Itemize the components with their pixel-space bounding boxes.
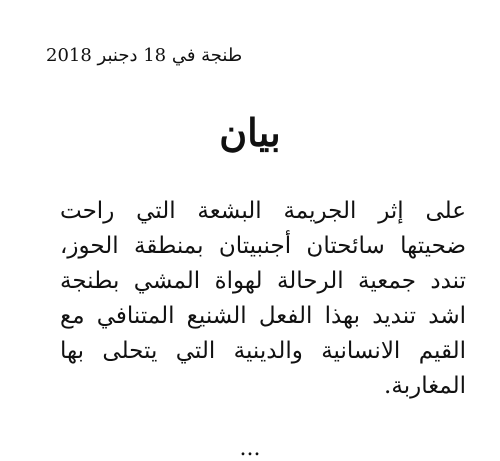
date-line: طنجة في 18 دجنبر 2018: [46, 45, 243, 66]
body-line-4: اشد تنديد بهذا الفعل الشنيع المتنافي مع: [60, 303, 466, 329]
body-line-5: القيم الانسانية والدينية التي يتحلى بها: [60, 338, 466, 364]
body-line-6: المغاربة.: [384, 373, 466, 399]
body-line-3: تندد جمعية الرحالة لهواة المشي بطنجة: [60, 268, 466, 294]
body-line-1: على إثر الجريمة البشعة التي راحت: [60, 198, 466, 224]
truncated-next-line: ...: [239, 436, 261, 461]
body-line-2: ضحيتها سائحتان أجنبيتان بمنطقة الحوز،: [60, 233, 466, 259]
statement-body: [60, 194, 466, 404]
document-title: بيان: [219, 110, 281, 155]
